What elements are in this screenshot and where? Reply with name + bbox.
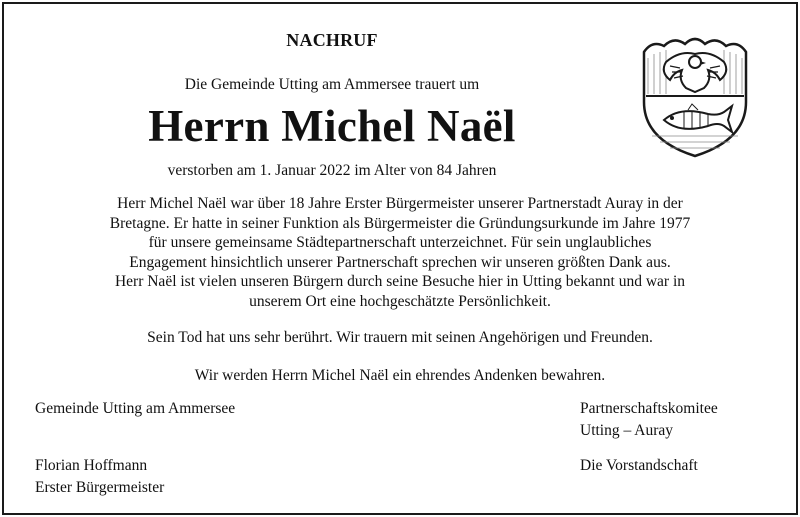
paragraph-line: unserem Ort eine hochgeschätzte Persönlichkeit. [249,292,551,310]
signature-person-title: Erster Bürgermeister [35,478,165,496]
deceased-name: Herrn Michel Naël [148,101,516,151]
paragraph-line: Herr Naël ist vielen unseren Bürgern durch seine Besuche hier in Utting bekannt und war in [114,273,686,291]
signature-org-text: Utting – Auray [580,421,673,439]
memory-line: Wir werden Herrn Michel Naël ein ehrendes Andenken bewahren. [194,367,606,384]
paragraph-line: Herr Michel Naël war über 18 Jahre Erster Bürgermeister unserer Partnerstadt Auray in der [117,195,683,212]
paragraph-line: Bretagne. Er hatte in seiner Funktion als Bürgermeister die Gründungsurkunde im Jahre 1977 [109,214,691,232]
signature-right-person [580,455,698,477]
notice-heading: NACHRUF [286,30,378,50]
signature-right-org [580,398,718,441]
tribute-paragraph [20,194,780,312]
paragraph-line: Engagement hinsichtlich unserer Partnerschaft sprechen wir unseren größten Dank aus. [129,253,671,271]
death-date-line: verstorben am 1. Januar 2022 im Alter von 84 Jahren [167,162,497,179]
signature-person-name: Florian Hoffmann [35,457,148,474]
condolence-line: Sein Tod hat uns sehr berührt. Wir trauern mit seinen Angehörigen und Freunden. [147,329,653,346]
coat-of-arms-icon [630,32,760,163]
signature-org-text: Partnerschaftskomitee [580,400,718,417]
signature-left-person [35,455,164,498]
paragraph-line: für unsere gemeinsame Städtepartnerschaft unterzeichnet. Für sein unglaubliches [148,234,652,252]
signature-org-text: Gemeinde Utting am Ammersee [35,400,236,417]
signature-person-name: Die Vorstandschaft [580,457,698,474]
signature-left-org [35,398,235,420]
intro-line: Die Gemeinde Utting am Ammersee trauert um [184,76,480,93]
